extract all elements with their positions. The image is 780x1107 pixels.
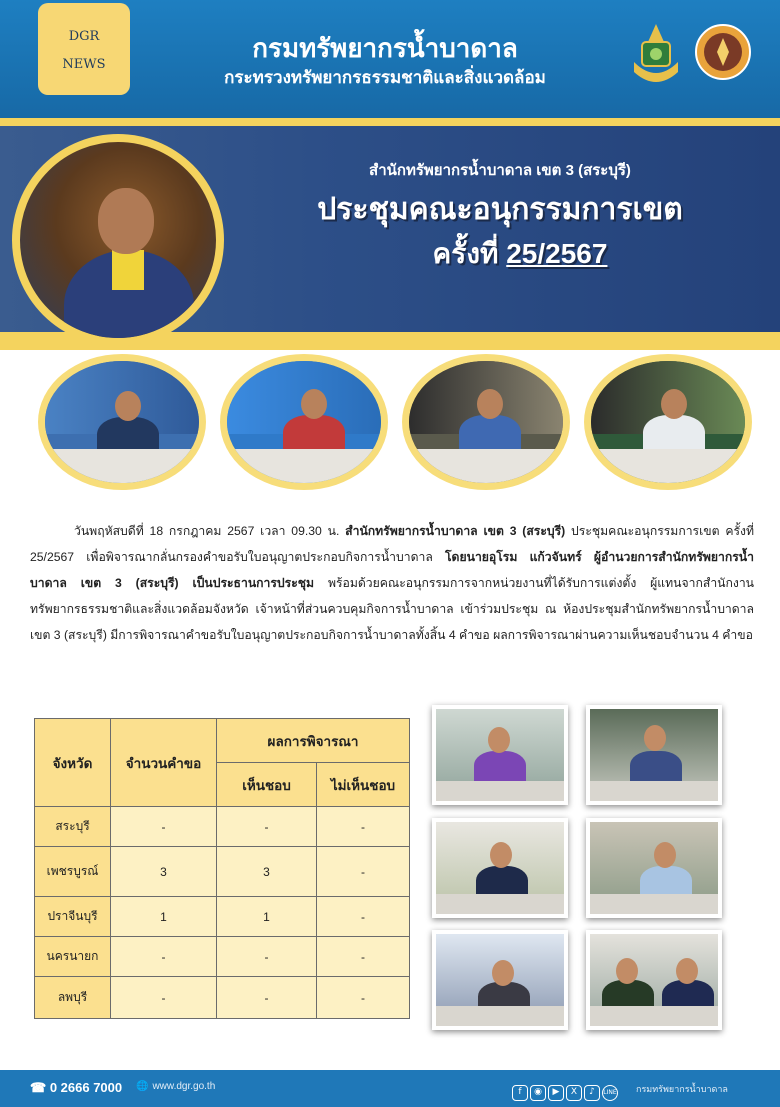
banner-office-name: สำนักทรัพยากรน้ำบาดาล เขต 3 (สระบุรี): [369, 162, 631, 179]
table-row: [35, 937, 410, 977]
meeting-photo: [586, 818, 722, 918]
chairman-figure-collar: [112, 250, 144, 290]
dgr-seal-icon: [694, 22, 752, 82]
article-office: สำนักทรัพยากรน้ำบาดาล เขต 3 (สระบุรี): [345, 524, 566, 538]
department-title: กรมทรัพยากรน้ำบาดาล: [252, 33, 518, 63]
dgr-news-badge: [38, 3, 130, 95]
meeting-photo: [586, 930, 722, 1030]
banner-meeting-title: ประชุมคณะอนุกรรมการเขต: [317, 193, 683, 226]
cell-requests: 3: [111, 847, 217, 897]
chairman-figure-head: [98, 188, 154, 254]
round-number: 25/2567: [506, 238, 608, 269]
article-details: พร้อมด้วยคณะอนุกรรมการจากหน่วยงานที่ได้รับการแต่งตั้ง ผู้แทนจากสำนักงานทรัพยากรธรรมชาติและสิ่งแวดล้อมจังหวัด เจ้าหน้าที่ส่วนควบคุมกิจการน้ำบาดาล เข้าร่วมประชุม ณ ห้องประชุมสำนักทรัพยากรน้ำบาดาล เขต 3 (สระบุรี) มีการพิจารณาคำขอรับใบอนุญาตประกอบกิจการน้ำบาดาลทั้งสิ้น 4 คำขอ ผลการพิจารณาผ่านความเห็นชอบจำนวน 4 คำขอ: [30, 576, 754, 642]
article-chairman: โดยนายอุโรม แก้วจันทร์ ผู้อำนวยการสำนักทรัพยากรน้ำบาดาล เขต 3 (สระบุรี) เป็นประธานการประชุม: [30, 550, 754, 590]
meeting-photo-circle: [220, 354, 388, 490]
col-province-header: จังหวัด: [35, 719, 111, 807]
cell-rejected: -: [317, 937, 410, 977]
meeting-photo: [432, 930, 568, 1030]
meeting-photo: [432, 818, 568, 918]
cell-requests: -: [111, 807, 217, 847]
cell-approved: -: [217, 937, 317, 977]
phone-number: 0 2666 7000: [49, 1080, 123, 1095]
youtube-icon[interactable]: ▶: [548, 1085, 564, 1101]
cell-province: เพชรบูรณ์: [35, 847, 111, 897]
phone-icon: ☎: [30, 1080, 47, 1095]
chairman-photo: [12, 134, 224, 346]
hero-banner: [0, 118, 780, 350]
article-paragraph: [30, 518, 754, 648]
cell-rejected: -: [317, 847, 410, 897]
ministry-emblem-icon: [628, 22, 684, 84]
cell-requests: -: [111, 977, 217, 1019]
footer-phone[interactable]: [30, 1080, 122, 1096]
website-text: www.dgr.go.th: [152, 1081, 216, 1092]
article-intro: วันพฤหัสบดีที่ 18 กรกฎาคม 2567 เวลา 09.30 น.: [74, 524, 346, 538]
facebook-icon[interactable]: f: [512, 1085, 528, 1101]
meeting-photo: [586, 705, 722, 805]
cell-rejected: -: [317, 807, 410, 847]
banner-meeting-round: [370, 232, 670, 276]
table-row: [35, 977, 410, 1019]
cell-province: นครนายก: [35, 937, 111, 977]
meeting-photo-circle: [584, 354, 752, 490]
cell-province: ลพบุรี: [35, 977, 111, 1019]
table-row: [35, 847, 410, 897]
cell-requests: -: [111, 937, 217, 977]
cell-requests: 1: [111, 897, 217, 937]
meeting-photo-circle: [402, 354, 570, 490]
results-table: [34, 718, 410, 1019]
round-prefix: ครั้งที่: [432, 238, 499, 269]
table-row: [35, 807, 410, 847]
col-requests-header: จำนวนคำขอ: [111, 719, 217, 807]
cell-rejected: -: [317, 897, 410, 937]
header-bar: [0, 0, 780, 118]
social-links: [512, 1079, 620, 1101]
cell-province: ปราจีนบุรี: [35, 897, 111, 937]
footer-bar: [0, 1070, 780, 1107]
line-icon[interactable]: LINE: [602, 1085, 618, 1101]
cell-approved: 3: [217, 847, 317, 897]
cell-rejected: -: [317, 977, 410, 1019]
badge-line-1: DGR: [68, 29, 100, 44]
table-row: [35, 897, 410, 937]
article-purpose: ประชุมคณะอนุกรรมการเขต ครั้งที่ 25/2567 เพื่อพิจารณากลั่นกรองคำขอรับใบอนุญาตประกอบกิจการน้ำบาดาล: [30, 524, 755, 564]
ministry-title: กระทรวงทรัพยากรธรรมชาติและสิ่งแวดล้อม: [224, 68, 546, 87]
cell-approved: 1: [217, 897, 317, 937]
badge-line-2: NEWS: [62, 57, 106, 72]
globe-icon: 🌐: [136, 1081, 149, 1092]
col-approved-header: เห็นชอบ: [217, 763, 317, 807]
cell-province: สระบุรี: [35, 807, 111, 847]
meeting-photo: [432, 705, 568, 805]
x-icon[interactable]: X: [566, 1085, 582, 1101]
col-result-header: ผลการพิจารณา: [217, 719, 410, 763]
col-rejected-header: ไม่เห็นชอบ: [317, 763, 410, 807]
cell-approved: -: [217, 977, 317, 1019]
tiktok-icon[interactable]: ♪: [584, 1085, 600, 1101]
instagram-icon[interactable]: ◉: [530, 1085, 546, 1101]
banner-top-stripe: [0, 118, 780, 126]
footer-website[interactable]: [132, 1081, 215, 1092]
cell-approved: -: [217, 807, 317, 847]
footer-handle: กรมทรัพยากรน้ำบาดาล: [636, 1084, 728, 1094]
meeting-photo-circle: [38, 354, 206, 490]
